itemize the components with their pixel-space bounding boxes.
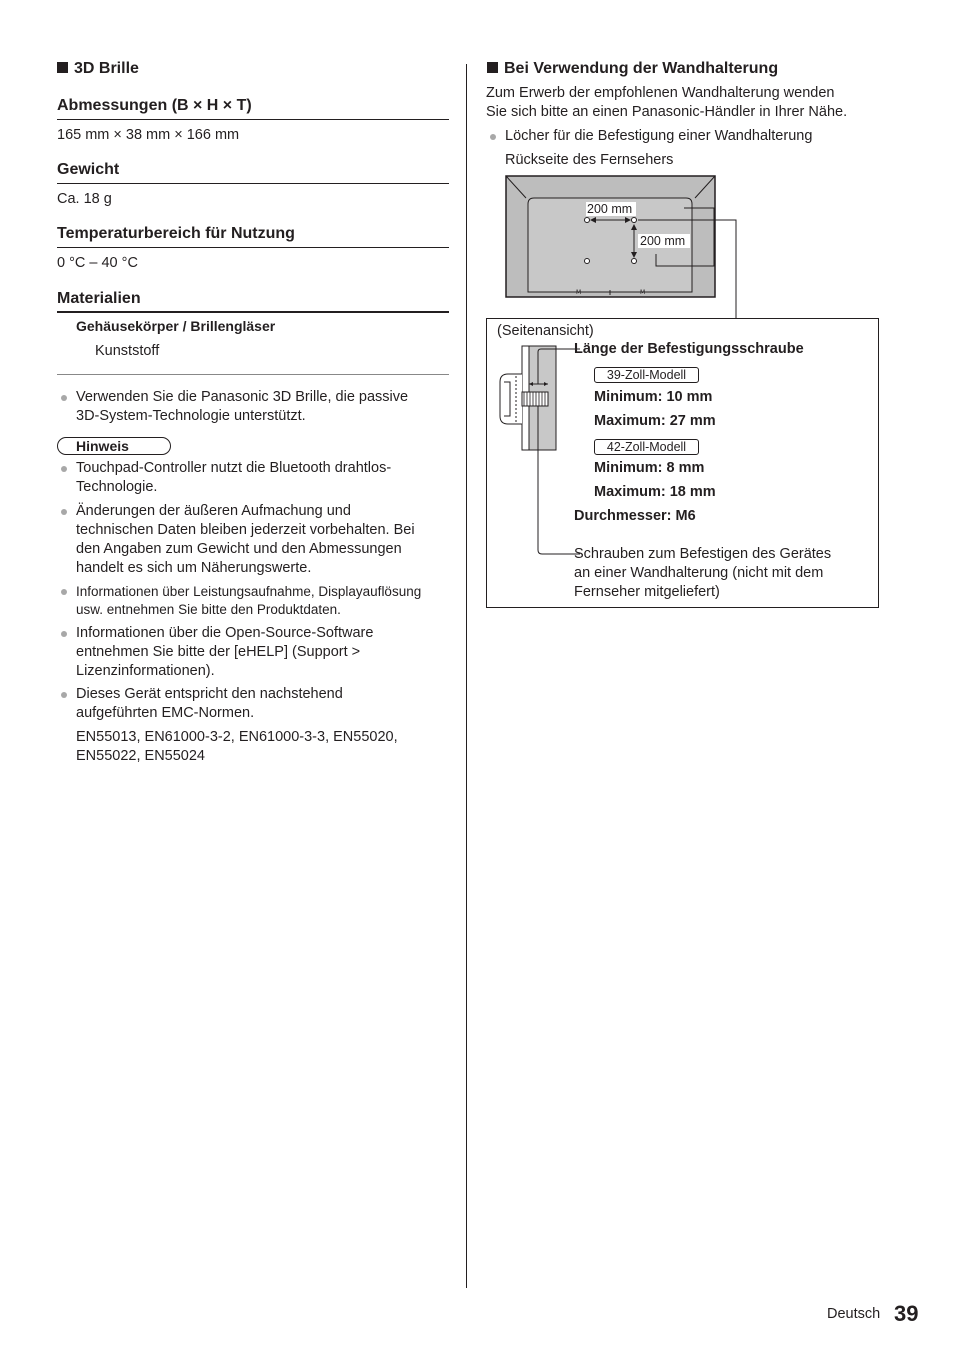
holes-bullet-text: Löcher für die Befestigung einer Wandhalterung (505, 128, 813, 144)
section-title: Bei Verwendung der Wandhalterung (504, 60, 779, 77)
screw-length-title: Länge der Befestigungsschraube (574, 341, 804, 357)
divider (57, 183, 449, 184)
divider (57, 311, 449, 313)
bullet-icon (490, 134, 496, 140)
text-line: Technologie. (76, 479, 158, 495)
max-42: Maximum: 18 mm (594, 484, 716, 500)
weight-heading: Gewicht (57, 161, 120, 178)
divider (57, 119, 449, 120)
note-item (76, 624, 373, 681)
min-42: Minimum: 8 mm (594, 460, 705, 476)
emc-norms (76, 728, 398, 766)
square-bullet-icon (57, 62, 68, 73)
text-line: Fernseher mitgeliefert) (574, 584, 720, 600)
materials-heading: Materialien (57, 290, 141, 307)
text-line: handelt es sich um Näherungswerte. (76, 560, 312, 576)
text-line: entnehmen Sie bitte der [eHELP] (Support > (76, 644, 361, 660)
dim-horizontal-label: 200 mm (587, 202, 633, 216)
intro-text (486, 84, 847, 122)
text-line: Dieses Gerät entspricht den nachstehend (76, 686, 343, 702)
section-title: 3D Brille (74, 60, 139, 77)
text-line: Schrauben zum Befestigen des Gerätes (574, 546, 832, 562)
max-39: Maximum: 27 mm (594, 413, 716, 429)
column-divider (466, 64, 467, 1288)
side-view-label: (Seitenansicht) (497, 323, 594, 339)
text-line: an einer Wandhalterung (nicht mit dem (574, 565, 824, 581)
divider (57, 247, 449, 248)
bullet-icon (61, 466, 67, 472)
model-39-badge: 39-Zoll-Modell (594, 367, 699, 383)
tv-back-diagram (486, 174, 746, 320)
text-line: Touchpad-Controller nutzt die Bluetooth drahtlos- (76, 460, 392, 476)
dim-vertical-label: 200 mm (640, 234, 686, 248)
temp-value: 0 °C – 40 °C (57, 255, 138, 271)
dims-heading: Abmessungen (B × H × T) (57, 97, 252, 114)
note-item (76, 502, 415, 578)
bullet-icon (61, 589, 67, 595)
section-heading-3d-brille (57, 60, 139, 78)
dims-value: 165 mm × 38 mm × 166 mm (57, 127, 240, 143)
text-line: Sie sich bitte an einen Panasonic-Händler in Ihrer Nähe. (486, 104, 848, 120)
text-line: Lizenzinformationen). (76, 663, 215, 679)
text-line: Zum Erwerb der empfohlenen Wandhalterung wenden (486, 85, 835, 101)
bullet-icon (61, 631, 67, 637)
text-line: Verwenden Sie die Panasonic 3D Brille, die passive (76, 389, 409, 405)
text-line: 3D-System-Technologie unterstützt. (76, 408, 306, 424)
footer-language: Deutsch (827, 1306, 881, 1322)
svg-text:M: M (640, 289, 646, 296)
text-line: EN55022, EN55024 (76, 748, 205, 764)
section-heading-wandhalterung (487, 60, 778, 78)
text-line: Informationen über Leistungsaufnahme, Displayauflösung (76, 584, 422, 599)
materials-sub-value: Kunststoff (95, 343, 160, 359)
text-line: EN55013, EN61000-3-2, EN61000-3-3, EN55020, (76, 729, 398, 745)
bullet-icon (61, 692, 67, 698)
bullet-icon (61, 509, 67, 515)
note-item (76, 583, 421, 619)
bullet-3d-text (76, 388, 408, 426)
note-item (76, 459, 391, 497)
square-bullet-icon (487, 62, 498, 73)
text-line: Änderungen der äußeren Aufmachung und (76, 503, 351, 519)
min-39: Minimum: 10 mm (594, 389, 713, 405)
note-item (76, 685, 343, 723)
text-line: Informationen über die Open-Source-Software (76, 625, 374, 641)
page-number: 39 (894, 1301, 919, 1326)
hinweis-label: Hinweis (57, 437, 171, 455)
back-label: Rückseite des Fernsehers (505, 152, 674, 168)
diameter: Durchmesser: M6 (574, 508, 696, 524)
temp-heading: Temperaturbereich für Nutzung (57, 225, 295, 242)
divider (57, 374, 449, 375)
svg-text:M: M (576, 289, 582, 296)
text-line: technischen Daten bleiben jederzeit vorbehalten. Bei (76, 522, 415, 538)
model-42-badge: 42-Zoll-Modell (594, 439, 699, 455)
weight-value: Ca. 18 g (57, 191, 112, 207)
bullet-icon (61, 395, 67, 401)
text-line: den Angaben zum Gewicht und den Abmessungen (76, 541, 402, 557)
materials-sub-label: Gehäusekörper / Brillengläser (76, 318, 276, 334)
text-line: aufgeführten EMC-Normen. (76, 705, 255, 721)
screw-note (574, 545, 831, 602)
text-line: usw. entnehmen Sie bitte den Produktdaten. (76, 602, 341, 617)
side-view-diagram (494, 338, 584, 560)
